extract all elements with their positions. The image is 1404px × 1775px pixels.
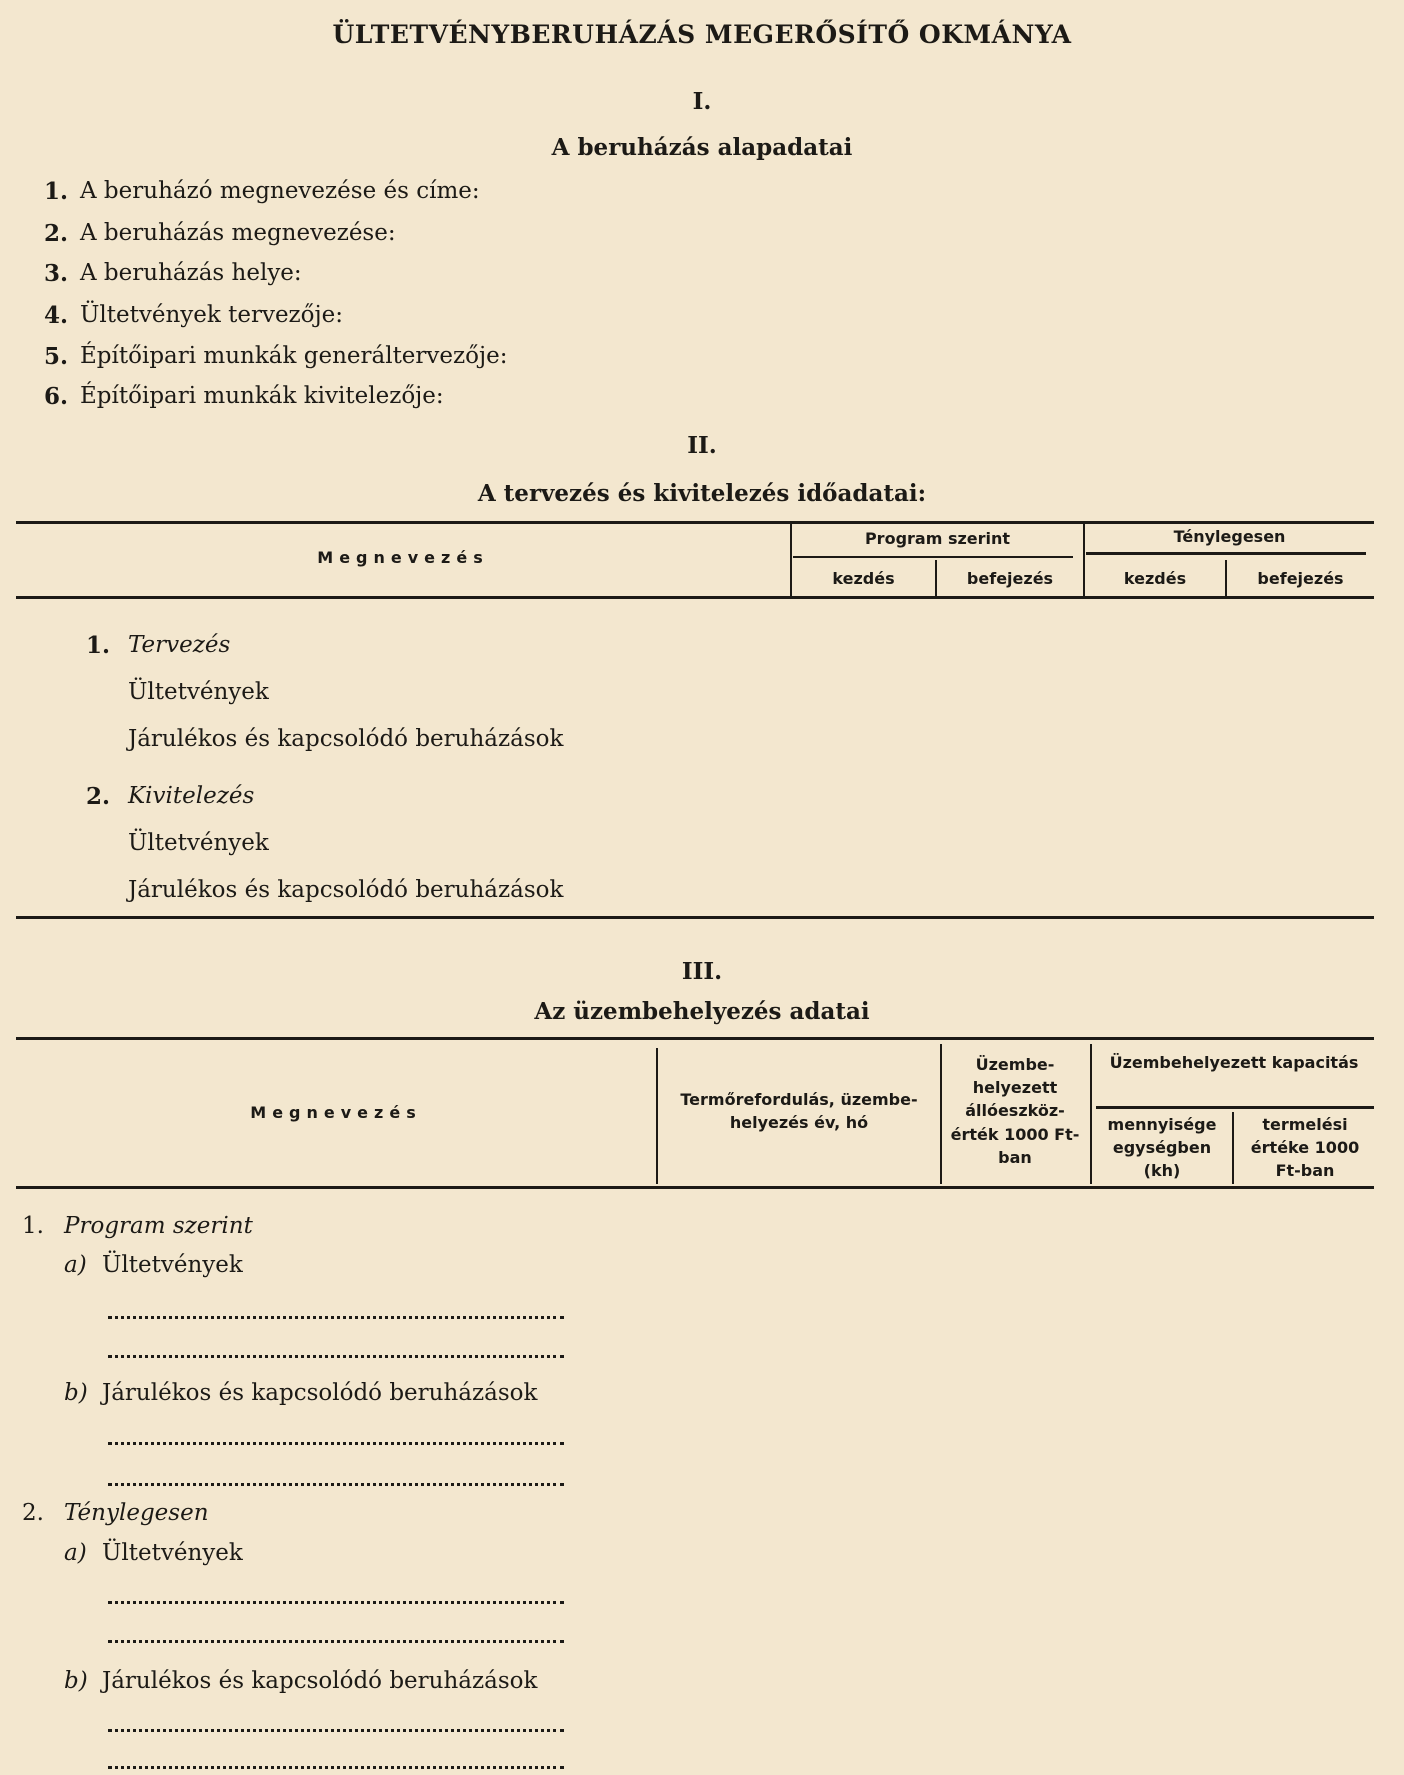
row-label: Ültetvények (128, 830, 269, 856)
table-divider (793, 556, 1073, 558)
section3-roman: III. (681, 958, 723, 985)
group-number: 2. (22, 1500, 44, 1526)
row-number: 1. (86, 632, 111, 659)
fill-in-line (108, 1306, 564, 1319)
group-label: Program szerint (64, 1213, 253, 1239)
item-text: Építőipari munkák kivitelezője: (80, 383, 444, 409)
item-number: 5. (44, 343, 69, 370)
table-rule (16, 1037, 1374, 1040)
col-kezdes: kezdés (1123, 569, 1187, 588)
subitem-label: Járulékos és kapcsolódó beruházások (102, 1668, 538, 1694)
fill-in-line (108, 1591, 564, 1604)
col-kapacitas: Üzembehelyezett kapacitás (1109, 1053, 1359, 1072)
col-allo-eszkoz-ertek: Üzembe-helyezett állóeszköz-érték 1000 Ft-ban (950, 1055, 1080, 1167)
subitem-label: Ültetvények (102, 1540, 243, 1566)
row-label: Járulékos és kapcsolódó beruházások (128, 726, 564, 752)
table-divider (1090, 1044, 1092, 1184)
section3-heading: Az üzembehelyezés adatai (534, 998, 870, 1025)
table-rule (16, 521, 1374, 524)
table-rule (16, 1186, 1374, 1189)
fill-in-line (108, 1719, 564, 1732)
fill-in-line (108, 1432, 564, 1445)
table-rule (16, 916, 1374, 919)
col-program-szerint: Program szerint (864, 529, 1011, 548)
table-divider (1232, 1112, 1234, 1184)
subitem-prefix: b) (64, 1668, 88, 1694)
table-divider (1086, 552, 1366, 555)
subitem-prefix: b) (64, 1380, 88, 1406)
group-label: Ténylegesen (64, 1500, 209, 1526)
group-number: 1. (22, 1213, 44, 1239)
item-text: A beruházó megnevezése és címe: (80, 178, 480, 204)
col-megnevezes: Megnevezés (250, 1103, 422, 1122)
item-number: 2. (44, 220, 69, 247)
section2-heading: A tervezés és kivitelezés időadatai: (477, 480, 927, 507)
table-divider (940, 1044, 942, 1184)
row-label: Tervezés (128, 632, 231, 658)
item-text: A beruházás megnevezése: (80, 220, 396, 246)
subitem-prefix: a) (64, 1252, 87, 1278)
col-termelesi-ertek: termelési értéke 1000 Ft-ban (1250, 1115, 1360, 1181)
document-title: ÜLTETVÉNYBERUHÁZÁS MEGERŐSÍTŐ OKMÁNYA (332, 20, 1072, 49)
subitem-label: Ültetvények (102, 1252, 243, 1278)
item-number: 4. (44, 302, 69, 329)
fill-in-line (108, 1345, 564, 1358)
section1-roman: I. (692, 88, 712, 115)
fill-in-line (108, 1473, 564, 1486)
col-mennyiseg: mennyisége egységben (kh) (1107, 1115, 1217, 1181)
section2-roman: II. (687, 432, 717, 459)
col-befejezes: befejezés (1257, 569, 1344, 588)
item-number: 1. (44, 178, 69, 205)
row-number: 2. (86, 783, 111, 810)
subitem-prefix: a) (64, 1540, 87, 1566)
row-label: Ültetvények (128, 679, 269, 705)
item-text: Építőipari munkák generáltervezője: (80, 343, 508, 369)
col-befejezes: befejezés (966, 569, 1054, 588)
row-label: Járulékos és kapcsolódó beruházások (128, 877, 564, 903)
col-termoreforditas: Termőrefordulás, üzembe-helyezés év, hó (680, 1090, 918, 1133)
item-number: 3. (44, 260, 69, 287)
item-text: A beruházás helye: (80, 260, 302, 286)
section1-heading: A beruházás alapadatai (551, 134, 853, 161)
col-tenylegesen: Ténylegesen (1173, 527, 1286, 546)
table-rule (16, 596, 1374, 599)
fill-in-line (108, 1756, 564, 1769)
row-label: Kivitelezés (128, 783, 255, 809)
col-kezdes: kezdés (832, 569, 895, 588)
fill-in-line (108, 1630, 564, 1643)
table-divider (656, 1048, 658, 1184)
table-divider (1096, 1106, 1374, 1109)
subitem-label: Járulékos és kapcsolódó beruházások (102, 1380, 538, 1406)
item-text: Ültetvények tervezője: (80, 302, 344, 328)
item-number: 6. (44, 383, 69, 410)
col-megnevezes: Megnevezés (317, 548, 489, 567)
